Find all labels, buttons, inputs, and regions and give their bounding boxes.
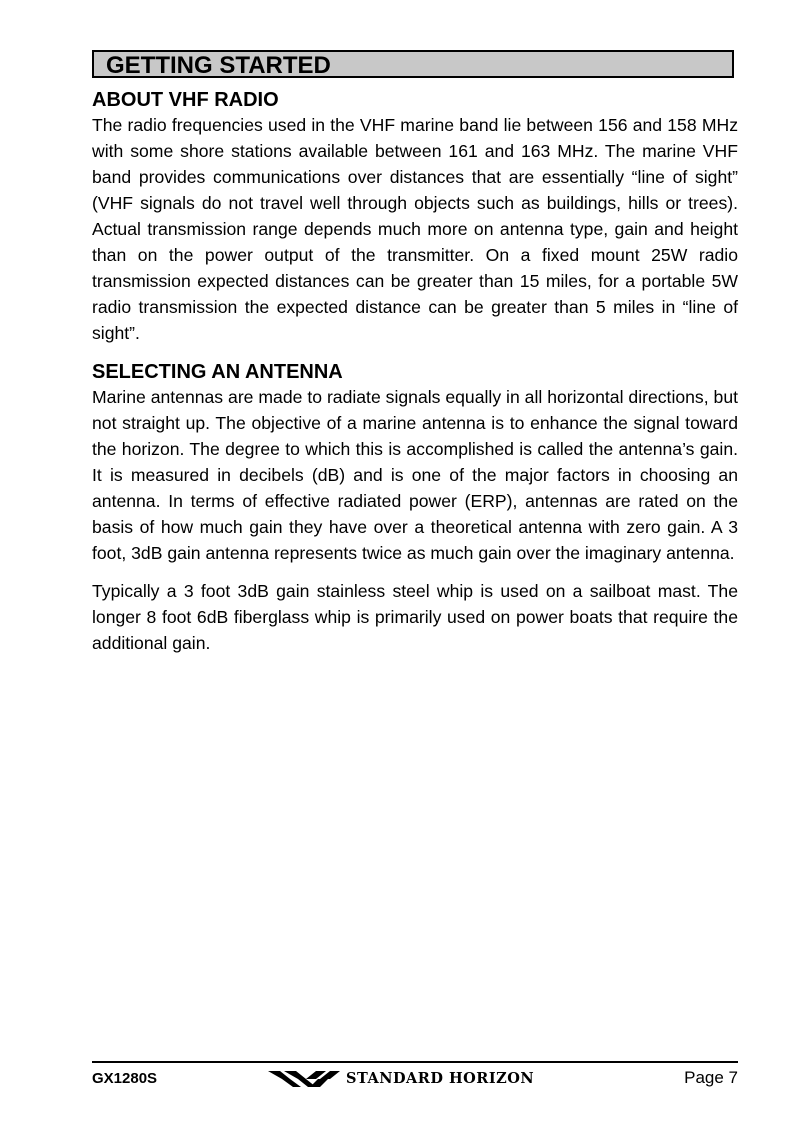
paragraph-typical-whip: Typically a 3 foot 3dB gain stainless steel whip is used on a sailboat mast. The longer 8 foot 6dB fiberglass whip is primarily used on power boats that require the additional gain.	[92, 581, 738, 653]
standard-horizon-logo-icon	[268, 1068, 342, 1090]
brand-logo	[268, 1068, 568, 1090]
brand-name: STANDARD HORIZON	[346, 1070, 535, 1087]
footer-divider	[92, 1061, 738, 1063]
page-content	[92, 88, 738, 656]
heading-about-vhf-radio: ABOUT VHF RADIO	[92, 89, 279, 111]
footer-model: GX1280S	[92, 1070, 158, 1087]
heading-selecting-antenna: SELECTING AN ANTENNA	[92, 361, 343, 383]
section-title: GETTING STARTED	[106, 52, 331, 79]
page-number: Page 7	[684, 1068, 738, 1087]
paragraph-about-vhf-radio: The radio frequencies used in the VHF marine band lie between 156 and 158 MHz with some shore stations available between 161 and 163 MHz. The marine VHF band provides communications over distances that are essentially “line of sight” (VHF signals do not travel well through objects such as buildings, hills or trees). Actual transmission range depends much more on antenna type, gain and height than on the power output of the transmitter. On a fixed mount 25W radio transmission expected distances can be greater than 15 miles, for a portable 5W radio transmission the expected distance can be greater than 5 miles in “line of sight”.	[92, 115, 738, 343]
paragraph-selecting-antenna: Marine antennas are made to radiate signals equally in all horizontal directions, but not straight up. The objective of a marine antenna is to enhance the signal toward the horizon. The degree to which this is accomplished is called the antenna’s gain. It is measured in decibels (dB) and is one of the major factors in choosing an antenna. In terms of effective radiated power (ERP), antennas are rated on the basis of how much gain they have over a theoretical antenna with zero gain. A 3 foot, 3dB gain antenna represents twice as much gain over the imaginary antenna.	[92, 387, 738, 563]
section-banner	[92, 50, 734, 78]
